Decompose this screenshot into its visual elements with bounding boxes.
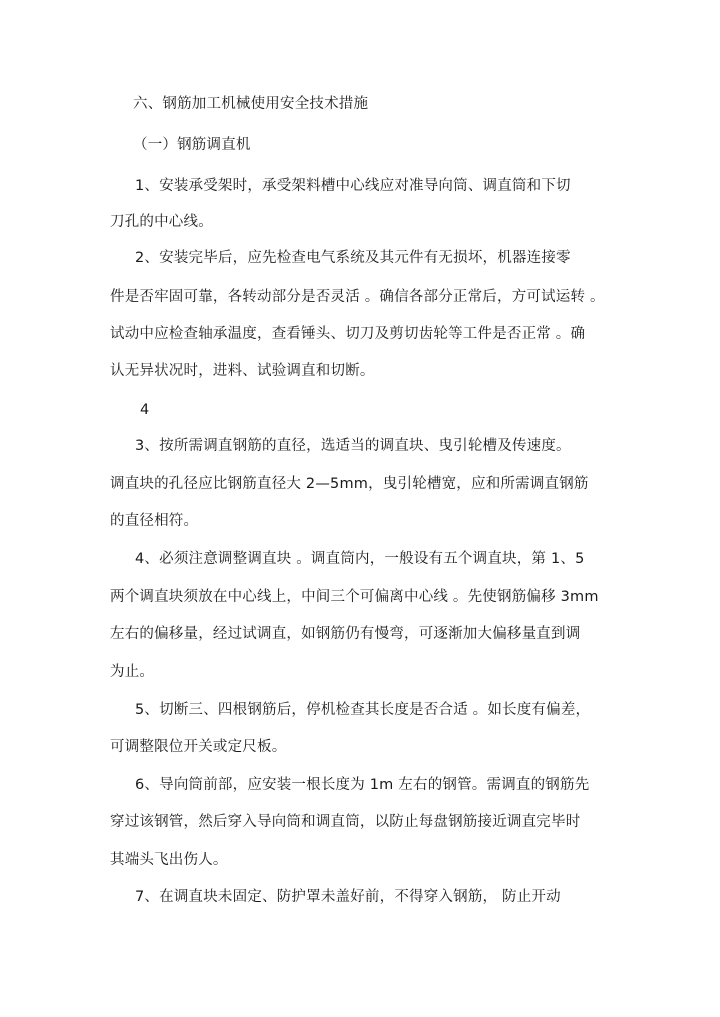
section-title: 六、钢筋加工机械使用安全技术措施 bbox=[133, 96, 369, 112]
paragraph-line: 其端头飞出伤人。 bbox=[110, 852, 228, 868]
paragraph-line: 6、导向筒前部，应安装一根长度为 1m 左右的钢管。需调直的钢筋先 bbox=[135, 777, 590, 793]
paragraph-line: 5、切断三、四根钢筋后，停机检查其长度是否合适 。如长度有偏差， bbox=[135, 702, 591, 718]
paragraph-line: 左右的偏移量，经过试调直，如钢筋仍有慢弯，可逐渐加大偏移量直到调 bbox=[110, 626, 581, 642]
paragraph-line: 4、必须注意调整调直块 。调直筒内，一般设有五个调直块，第 1、5 bbox=[135, 551, 585, 567]
paragraph-line: 为止。 bbox=[110, 664, 155, 680]
paragraph-line: 试动中应检查轴承温度，查看锤头、切刀及剪切齿轮等工件是否正常 。确 bbox=[110, 326, 586, 342]
page-number: 4 bbox=[140, 402, 150, 418]
paragraph-line: 调直块的孔径应比钢筋直径大 2—5mm，曳引轮槽宽，应和所需调直钢筋 bbox=[110, 476, 589, 492]
paragraph-line: 3、按所需调直钢筋的直径，选适当的调直块、曳引轮槽及传速度。 bbox=[135, 438, 571, 454]
paragraph-line: 穿过该钢管，然后穿入导向筒和调直筒，以防止每盘钢筋接近调直完毕时 bbox=[110, 814, 581, 830]
paragraph-line: 1、安装承受架时，承受架料槽中心线应对准导向筒、调直筒和下切 bbox=[135, 178, 571, 194]
paragraph-line: 7、在调直块未固定、防护罩未盖好前，不得穿入钢筋， 防止开动 bbox=[135, 889, 561, 905]
paragraph-line: 两个调直块须放在中心线上，中间三个可偏离中心线 。先使钢筋偏移 3mm bbox=[110, 589, 599, 605]
paragraph-line: 认无异状况时，进料、试验调直和切断。 bbox=[110, 363, 375, 379]
subsection-title: （一）钢筋调直机 bbox=[133, 137, 251, 153]
paragraph-line: 件是否牢固可靠，各转动部分是否灵活 。确信各部分正常后，方可试运转 。 bbox=[110, 289, 605, 305]
paragraph-line: 2、安装完毕后，应先检查电气系统及其元件有无损坏，机器连接零 bbox=[135, 250, 571, 266]
paragraph-line: 可调整限位开关或定尺板。 bbox=[110, 739, 287, 755]
paragraph-line: 的直径相符。 bbox=[110, 513, 199, 529]
paragraph-line: 刀孔的中心线。 bbox=[110, 214, 213, 230]
